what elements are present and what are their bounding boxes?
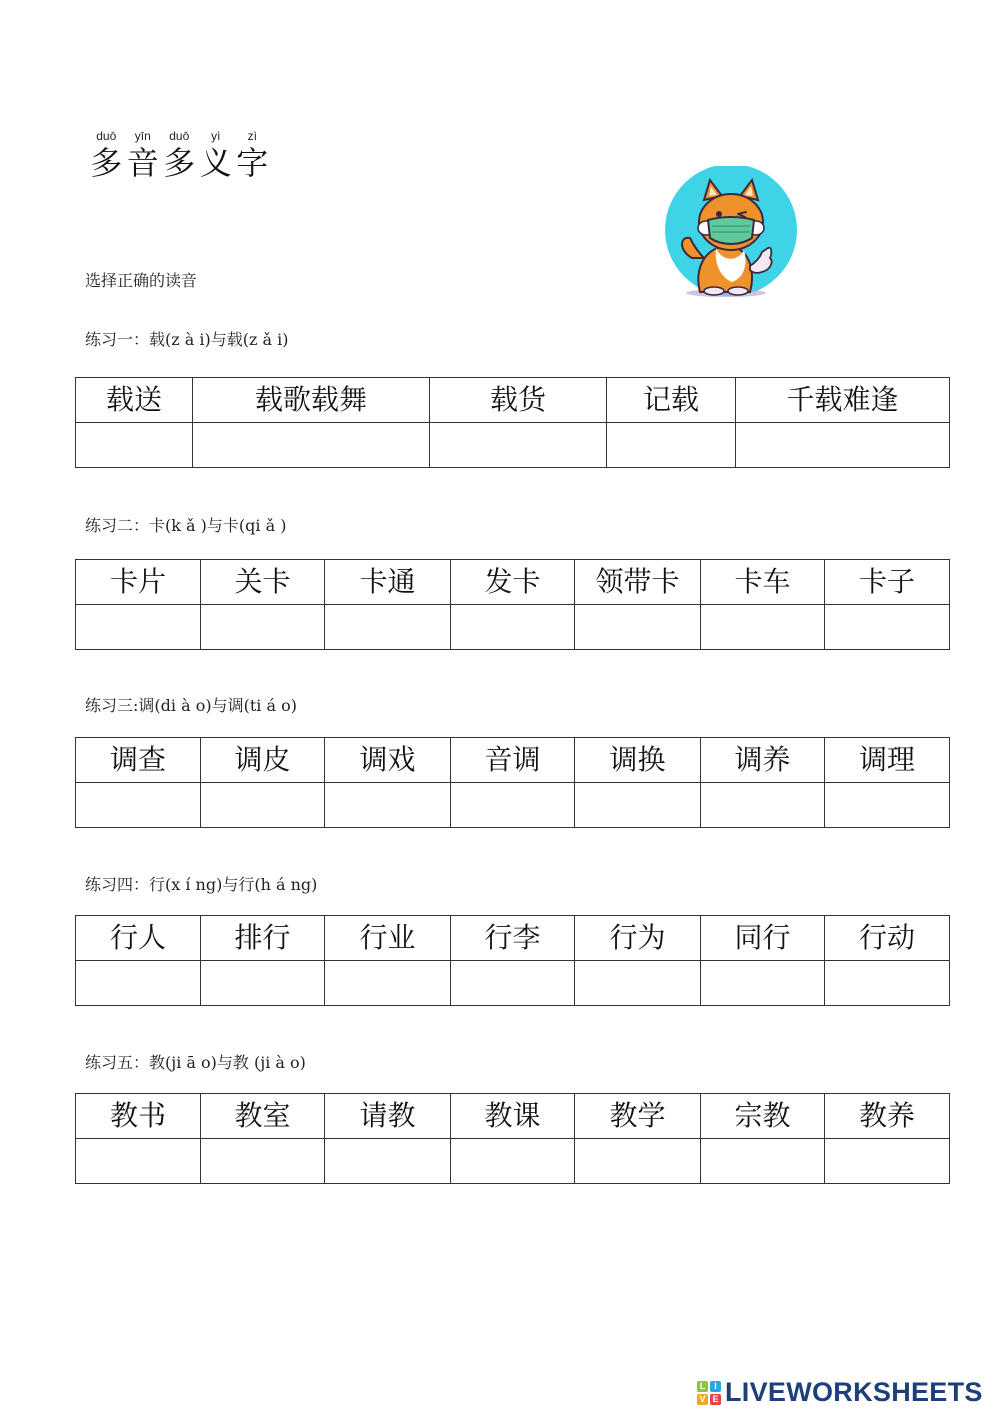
exercise-4-table [75,915,950,1006]
answer-input[interactable] [701,1139,824,1183]
answer-input[interactable] [736,423,949,467]
answer-input[interactable] [76,605,200,649]
title-pinyin: duō [169,129,190,143]
title-pinyin: yì [211,129,221,143]
answer-input[interactable] [451,605,574,649]
answer-input[interactable] [325,605,450,649]
word-cell: 教室 [201,1094,325,1139]
answer-input[interactable] [325,783,450,827]
word-cell: 教学 [575,1094,701,1139]
word-cell: 载货 [430,378,607,423]
exercise-1-table [75,377,950,468]
answer-input[interactable] [451,961,574,1005]
title-char [198,128,235,182]
answer-input[interactable] [575,1139,700,1183]
liveworksheets-logo [697,1377,983,1408]
answer-input[interactable] [451,783,574,827]
answer-input[interactable] [76,961,200,1005]
answer-cell[interactable] [451,783,575,828]
logo-letter: V [697,1394,708,1405]
answer-cell[interactable] [76,423,193,468]
logo-letter: L [697,1381,708,1392]
answer-input[interactable] [701,783,824,827]
word-cell: 调理 [825,738,950,783]
word-cell: 调养 [701,738,825,783]
answer-input[interactable] [193,423,429,467]
brand-name: LIVEWORKSHEETS [725,1377,983,1407]
word-cell: 教养 [825,1094,950,1139]
title-char [88,128,125,182]
answer-cell[interactable] [325,961,451,1006]
word-cell: 行人 [76,916,201,961]
answer-input[interactable] [76,423,192,467]
answer-input[interactable] [430,423,606,467]
title-hanzi: 多 [90,144,123,182]
answer-cell[interactable] [76,783,201,828]
word-cell: 行业 [325,916,451,961]
word-cell: 卡车 [701,560,825,605]
answer-cell[interactable] [76,1139,201,1184]
word-cell: 调皮 [201,738,325,783]
word-cell: 领带卡 [575,560,701,605]
shiba-dog-mask-thumbs-up-icon [664,166,798,300]
answer-input[interactable] [325,1139,450,1183]
exercise-3-table [75,737,950,828]
answer-input[interactable] [451,1139,574,1183]
word-cell: 载送 [76,378,193,423]
word-cell: 调戏 [325,738,451,783]
word-row [76,378,950,423]
answer-input[interactable] [825,783,949,827]
answer-input[interactable] [607,423,735,467]
word-cell: 调查 [76,738,201,783]
exercise-4-label: 练习四：行(x í ng)与行(h á ng) [85,875,318,894]
answer-cell[interactable] [701,783,825,828]
answer-input[interactable] [825,961,949,1005]
word-cell: 排行 [201,916,325,961]
answer-cell[interactable] [201,783,325,828]
answer-input[interactable] [825,605,949,649]
answer-cell[interactable] [451,961,575,1006]
answer-cell[interactable] [325,783,451,828]
logo-letter: E [710,1394,721,1405]
exercise-2-table [75,559,950,650]
answer-row [76,1139,950,1184]
answer-cell[interactable] [201,1139,325,1184]
answer-cell[interactable] [607,423,736,468]
answer-cell[interactable] [451,1139,575,1184]
answer-input[interactable] [575,961,700,1005]
word-row [76,560,950,605]
title-char [234,128,271,182]
word-cell: 卡片 [76,560,201,605]
answer-input[interactable] [76,783,200,827]
answer-cell[interactable] [325,1139,451,1184]
answer-cell[interactable] [430,423,607,468]
word-cell: 行动 [825,916,950,961]
word-cell: 教课 [451,1094,575,1139]
answer-cell[interactable] [701,605,825,650]
word-cell: 行李 [451,916,575,961]
exercise-3-label: 练习三:调(di à o)与调(ti á o) [85,696,297,715]
answer-cell[interactable] [76,605,201,650]
word-cell: 调换 [575,738,701,783]
logo-letter: I [710,1381,721,1392]
instruction-text: 选择正确的读音 [85,271,198,290]
word-cell: 卡通 [325,560,451,605]
answer-input[interactable] [575,605,700,649]
word-cell: 千载难逢 [736,378,950,423]
answer-cell[interactable] [701,961,825,1006]
title-hanzi: 字 [236,144,269,182]
answer-cell[interactable] [575,1139,701,1184]
title-hanzi: 义 [199,144,232,182]
live-blocks-icon [697,1381,721,1405]
worksheet-title [88,128,271,182]
answer-cell[interactable] [825,1139,950,1184]
answer-input[interactable] [325,961,450,1005]
answer-input[interactable] [201,783,324,827]
answer-cell[interactable] [201,961,325,1006]
answer-cell[interactable] [76,961,201,1006]
answer-row [76,783,950,828]
answer-cell[interactable] [736,423,950,468]
word-row [76,916,950,961]
answer-cell[interactable] [575,783,701,828]
exercise-5-label: 练习五：教(ji ā o)与教 (ji à o) [85,1053,306,1072]
answer-cell[interactable] [451,605,575,650]
answer-row [76,961,950,1006]
answer-row [76,605,950,650]
title-char [125,128,162,182]
answer-input[interactable] [575,783,700,827]
title-hanzi: 音 [126,144,159,182]
word-cell: 发卡 [451,560,575,605]
word-cell: 请教 [325,1094,451,1139]
answer-cell[interactable] [325,605,451,650]
word-cell: 宗教 [701,1094,825,1139]
answer-input[interactable] [825,1139,949,1183]
word-cell: 关卡 [201,560,325,605]
answer-cell[interactable] [201,605,325,650]
title-char [161,128,198,182]
exercise-1-label: 练习一：载(z à i)与载(z ǎ i) [85,330,289,349]
answer-cell[interactable] [825,961,950,1006]
answer-cell[interactable] [575,961,701,1006]
word-cell: 教书 [76,1094,201,1139]
word-cell: 记载 [607,378,736,423]
title-hanzi: 多 [163,144,196,182]
word-cell: 音调 [451,738,575,783]
answer-row [76,423,950,468]
answer-input[interactable] [201,1139,324,1183]
answer-cell[interactable] [825,605,950,650]
word-row [76,738,950,783]
exercise-2-label: 练习二：卡(k ǎ )与卡(qi ǎ ) [85,516,287,535]
answer-input[interactable] [201,605,324,649]
answer-cell[interactable] [701,1139,825,1184]
word-cell: 载歌载舞 [193,378,430,423]
answer-input[interactable] [701,605,824,649]
answer-cell[interactable] [193,423,430,468]
exercise-5-table [75,1093,950,1184]
word-cell: 卡子 [825,560,950,605]
title-pinyin: yīn [134,129,151,143]
answer-input[interactable] [76,1139,200,1183]
title-pinyin: duō [96,129,117,143]
word-cell: 同行 [701,916,825,961]
answer-cell[interactable] [825,783,950,828]
title-pinyin: zì [247,129,257,143]
word-cell: 行为 [575,916,701,961]
answer-input[interactable] [701,961,824,1005]
word-row [76,1094,950,1139]
answer-cell[interactable] [575,605,701,650]
answer-input[interactable] [201,961,324,1005]
